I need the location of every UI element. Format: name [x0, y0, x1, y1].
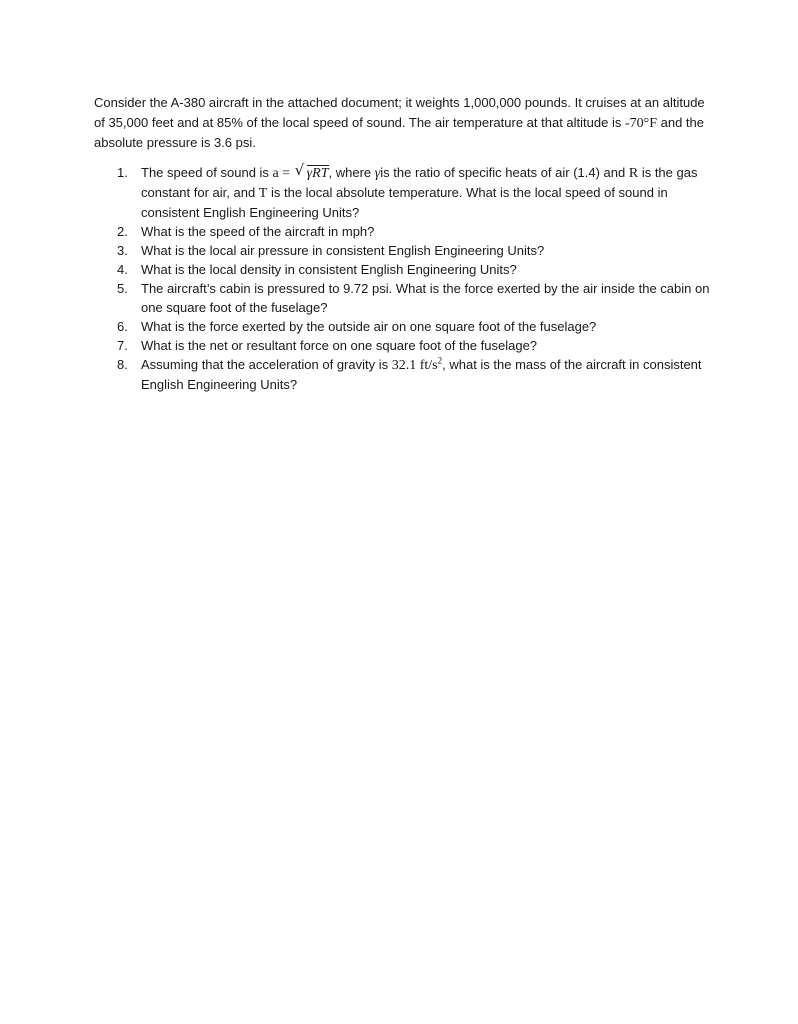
- speed-of-sound-formula: a = √ γRT: [272, 161, 329, 181]
- question-number: 6.: [117, 319, 128, 334]
- question-text: The aircraft’s cabin is pressured to 9.72 psi. What is the force exerted by the air inside the cabin on one square foot of the fuselage?: [141, 281, 710, 315]
- question-text: Assuming that the acceleration of gravity is 32.1 $ft/s^2$, what is the mass of the aircraft in consistent English Engineering Units?: [141, 355, 702, 392]
- question-number: 8.: [117, 357, 128, 372]
- question-item-3: [94, 241, 714, 260]
- question-item-4: [94, 260, 714, 279]
- question-text: What is the local air pressure in consistent English Engineering Units?: [141, 243, 545, 258]
- temperature-value: -70°F: [624, 115, 658, 131]
- intro-paragraph: [94, 93, 714, 153]
- question-item-2: [94, 222, 714, 241]
- question-item-6: [94, 317, 714, 336]
- question-number: 3.: [117, 243, 128, 258]
- question-number: 1.: [117, 165, 128, 180]
- question-text: What is the speed of the aircraft in mph?: [141, 224, 375, 239]
- question-text: The speed of sound is a = √ γRT, where γis the ratio of specific heats of air (1.4) and R is the gas constant for air, and T is the local absolute temperature. What is the local speed of sound in consistent English Engineering Units?: [141, 161, 698, 220]
- intro-text: Consider the A-380 aircraft in the attached document; it weights 1,000,000 pounds. It cruises at an altitude of 35,000 feet and at 85% of the local speed of sound. The air temperature at that altitude is: [94, 95, 705, 130]
- intro-text-end: and the absolute pressure is 3.6 psi.: [94, 114, 705, 150]
- question-number: 7.: [117, 338, 128, 353]
- gravity-value: 32.1 $ft/s^2$: [391, 355, 443, 373]
- question-item-1: [94, 163, 714, 222]
- sqrt-symbol: √ γRT: [294, 161, 329, 181]
- question-text: What is the local density in consistent English Engineering Units?: [141, 262, 517, 277]
- question-text: What is the net or resultant force on one square foot of the fuselage?: [141, 338, 538, 353]
- question-item-5: [94, 279, 714, 317]
- question-list: [94, 163, 714, 394]
- question-number: 4.: [117, 262, 128, 277]
- question-text: What is the force exerted by the outside air on one square foot of the fuselage?: [141, 319, 597, 334]
- question-number: 2.: [117, 224, 128, 239]
- question-number: 5.: [117, 281, 128, 296]
- question-item-7: [94, 336, 714, 355]
- question-item-8: [94, 355, 714, 394]
